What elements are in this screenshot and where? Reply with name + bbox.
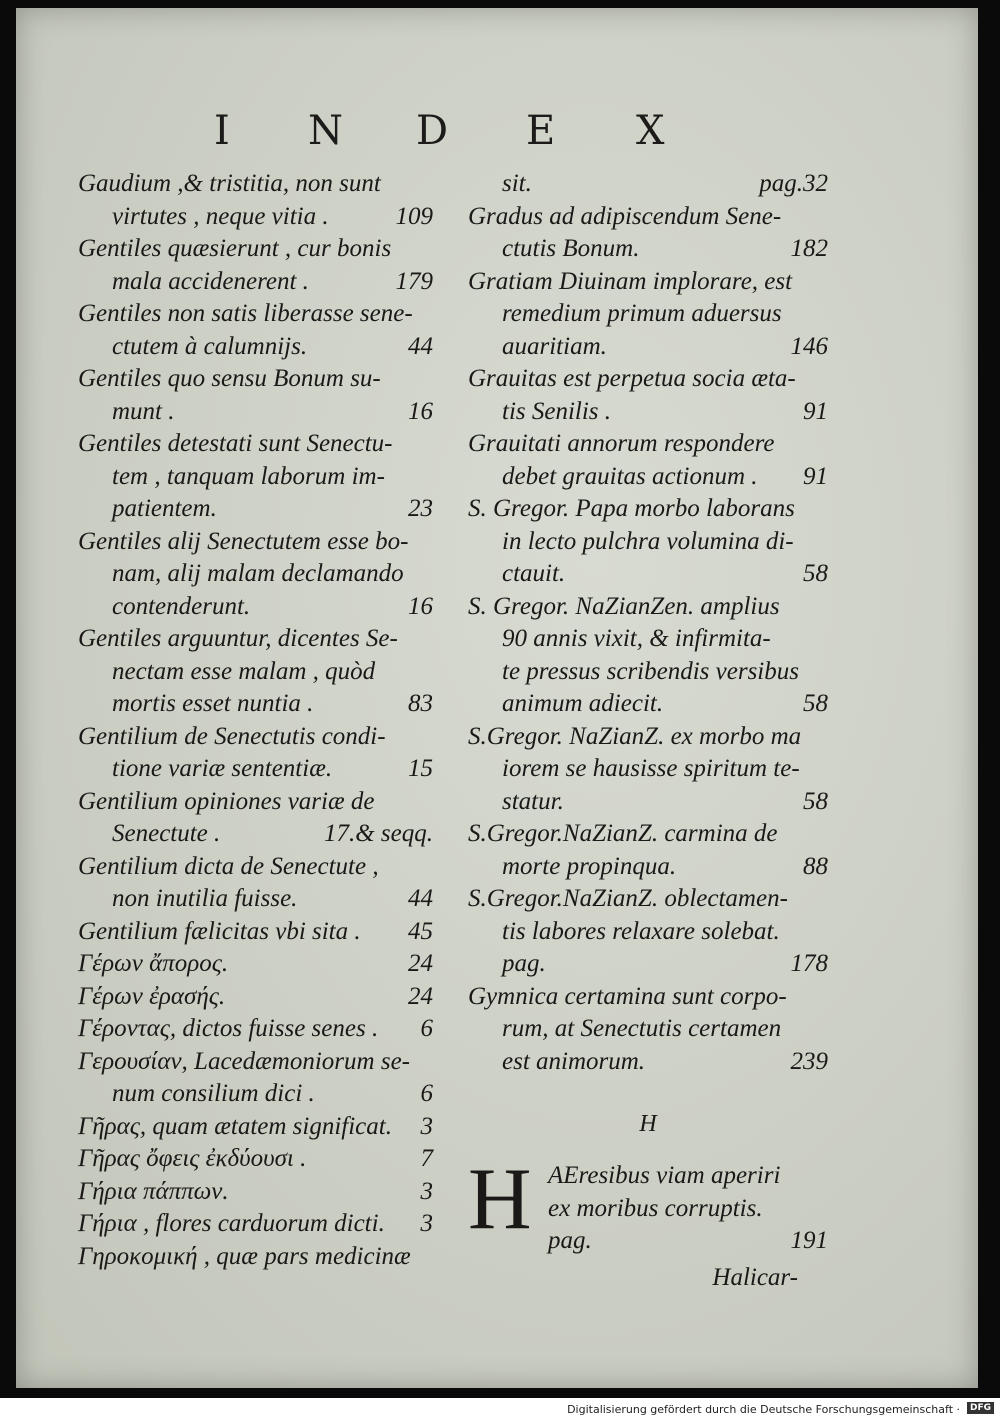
entry-text: non inutilia fuisse. (112, 885, 298, 912)
entry-text: est animorum. (502, 1047, 646, 1075)
page-number: 44 (408, 885, 433, 912)
entry-text: tione variæ sententiæ. (112, 755, 333, 782)
entry-text: tem , tanquam laborum im- (112, 462, 385, 490)
page-number: 6 (420, 1015, 433, 1042)
index-entry-line (78, 916, 433, 949)
dropcap-line (468, 1160, 828, 1193)
entry-text: Γῆρας ὄφεις ἐκδύουσι . (78, 1145, 307, 1172)
index-right-column (468, 168, 828, 1298)
entry-text: tis Senilis . (502, 397, 612, 425)
entry-text: remedium primum aduersus (502, 300, 782, 327)
index-entry-line (78, 948, 433, 981)
entry-text: contenderunt. (112, 592, 251, 620)
entry-text: Gentiles arguuntur, dicentes Se- (78, 625, 398, 652)
digitization-footer (0, 1398, 1000, 1421)
entry-text: S.Gregor.NaZianZ. carmina de (468, 820, 778, 847)
page-number: 6 (420, 1080, 433, 1107)
entry-text: iorem se hausisse spiritum te- (502, 755, 800, 782)
index-entry-line (78, 1111, 433, 1144)
entry-text: Gaudium ,& tristitia, non sunt (78, 170, 381, 197)
index-entry-line (78, 721, 433, 754)
entry-text: Gentiles non satis liberasse sene- (78, 300, 413, 327)
index-entry-line (468, 428, 828, 461)
page-number: 91 (803, 462, 828, 490)
entry-text: AEresibus viam aperiri (548, 1162, 781, 1189)
index-entry-line (78, 981, 433, 1014)
entry-text: Gentiles quæsierunt , cur bonis (78, 235, 392, 262)
dropcap-line (468, 1193, 828, 1226)
index-entry-line (468, 623, 828, 656)
entry-text: Gentiles quo sensu Bonum su- (78, 365, 381, 392)
index-entry-line (78, 623, 433, 656)
index-entry-line (468, 363, 828, 396)
index-entry-line (468, 461, 828, 494)
index-entry-line (78, 1176, 433, 1209)
page-number: pag.32 (759, 170, 828, 197)
page-number: 88 (803, 852, 828, 880)
index-entry-line (78, 688, 433, 721)
page-number: 3 (420, 1112, 433, 1140)
index-entry-line (78, 1078, 433, 1111)
entry-text: Γήρια , flores carduorum dicti. (78, 1210, 385, 1237)
index-entry-line (468, 786, 828, 819)
section-h-entry (468, 1151, 828, 1258)
index-entry-line (78, 461, 433, 494)
index-entry-line (78, 591, 433, 624)
heading-letter: N (308, 108, 343, 154)
index-entry-line (468, 1046, 828, 1079)
entry-text: Gentilium opiniones variæ de (78, 787, 375, 815)
index-entry-line (78, 363, 433, 396)
index-entry-line (78, 1046, 433, 1079)
index-entry-line (468, 981, 828, 1014)
entry-text: ctauit. (502, 560, 566, 587)
index-entry-line (468, 591, 828, 624)
index-entry-line (468, 396, 828, 429)
entry-text: virtutes , neque vitia . (112, 202, 329, 230)
entry-text: ctutis Bonum. (502, 235, 640, 262)
entry-text: morte propinqua. (502, 852, 677, 880)
index-entry-line (468, 233, 828, 266)
footer-text: Digitalisierung gefördert durch die Deutsche Forschungsgemeinschaft · (567, 1403, 960, 1416)
index-entry-line (78, 1208, 433, 1241)
page-number: 15 (408, 755, 433, 782)
entry-text: tis labores relaxare solebat. (502, 917, 780, 945)
entry-text: Γέρων ἐρασής. (78, 982, 226, 1010)
entry-text: S.Gregor. NaZianZ. ex morbo ma (468, 722, 802, 750)
page-number: 83 (408, 690, 433, 717)
index-entry-line (78, 493, 433, 526)
page-number: 3 (420, 1177, 433, 1205)
entry-text: num consilium dici . (112, 1080, 315, 1107)
index-entry-line (468, 851, 828, 884)
entry-text: pag. (502, 950, 546, 977)
entry-text: Gentilium fælicitas vbi sita . (78, 917, 361, 945)
index-entry-line (78, 201, 433, 234)
entry-text: te pressus scribendis versibus (502, 657, 799, 685)
index-entry-line (468, 168, 828, 201)
heading-letter: D (416, 108, 449, 154)
entry-text: sit. (502, 170, 532, 197)
index-entry-line (78, 883, 433, 916)
page-number: 179 (395, 267, 433, 295)
heading-letter: I (214, 108, 230, 154)
index-entry-line (468, 656, 828, 689)
entry-text: 90 annis vixit, & infirmita- (502, 625, 771, 652)
page-number: 7 (420, 1145, 433, 1172)
entry-text: mala accidenerent . (112, 267, 309, 295)
index-entry-line (468, 201, 828, 234)
entry-text: Gradus ad adipiscendum Sene- (468, 202, 782, 230)
index-entry-line (78, 753, 433, 786)
entry-text: munt . (112, 397, 175, 425)
page-number: 16 (408, 592, 433, 620)
index-entry-line (468, 688, 828, 721)
entry-text: statur. (502, 787, 564, 815)
entry-text: Grauitati annorum respondere (468, 430, 775, 457)
index-entry-line (78, 396, 433, 429)
heading-letter: E (526, 108, 556, 154)
page-number: 23 (408, 495, 433, 522)
book-page (16, 8, 978, 1388)
entry-text: nectam esse malam , quòd (112, 657, 376, 685)
index-entry-line (468, 818, 828, 851)
index-entry-line (468, 526, 828, 559)
entry-text: Gratiam Diuinam implorare, est (468, 267, 793, 295)
index-entry-line (78, 168, 433, 201)
heading-letter: X (636, 108, 665, 154)
entry-text: ex moribus corruptis. (548, 1194, 763, 1222)
index-entry-line (468, 1013, 828, 1046)
dropcap-line (468, 1225, 828, 1258)
entry-text: Γήρια πάππων. (78, 1177, 229, 1205)
page-number: 239 (790, 1047, 828, 1075)
index-entry-line (468, 721, 828, 754)
index-entry-line (78, 233, 433, 266)
index-entry-line (78, 818, 433, 851)
index-entry-line (468, 493, 828, 526)
index-entry-line (468, 331, 828, 364)
index-entry-line (468, 883, 828, 916)
index-entry-line (468, 266, 828, 299)
entry-text: S. Gregor. Papa morbo laborans (468, 495, 795, 522)
entry-text: S. Gregor. NaZianZen. amplius (468, 592, 780, 620)
entry-text: mortis esset nuntia . (112, 690, 314, 717)
index-entry-line (468, 948, 828, 981)
page-number: 17.& seqq. (323, 820, 433, 847)
index-entry-line (78, 1241, 433, 1274)
page-number: 58 (803, 560, 828, 587)
entry-text: Γῆρας, quam ætatem significat. (78, 1112, 392, 1140)
right-entries (468, 168, 828, 1078)
index-entry-line (78, 331, 433, 364)
entry-text: Γερουσίαν, Lacedæmoniorum se- (78, 1047, 410, 1075)
entry-text: rum, at Senectutis certamen (502, 1015, 782, 1042)
index-entry-line (78, 526, 433, 559)
entry-text: S.Gregor.NaZianZ. oblectamen- (468, 885, 788, 912)
page-number: 146 (790, 332, 828, 360)
index-entry-line (78, 656, 433, 689)
entry-text: Gentiles detestati sunt Senectu- (78, 430, 393, 457)
drop-cap: H (468, 1151, 532, 1248)
page-number: 24 (408, 950, 433, 977)
page-number: 109 (395, 202, 433, 230)
index-entry-line (78, 1013, 433, 1046)
entry-text: Gentiles alij Senectutem esse bo- (78, 527, 409, 555)
index-entry-line (78, 558, 433, 591)
page-number: 44 (408, 332, 433, 360)
page-number: 3 (420, 1210, 433, 1237)
index-entry-line (78, 298, 433, 331)
entry-text: Grauitas est perpetua socia æta- (468, 365, 796, 392)
entry-text: Gymnica certamina sunt corpo- (468, 982, 787, 1010)
entry-text: Gentilium dicta de Senectute , (78, 852, 379, 880)
page-number: 45 (408, 917, 433, 945)
entry-text: pag. (548, 1227, 592, 1254)
entry-text: in lecto pulchra volumina di- (502, 527, 794, 555)
entry-text: Γηροκομική , quæ pars medicinæ (78, 1242, 411, 1270)
entry-text: patientem. (112, 495, 217, 522)
entry-text: debet grauitas actionum . (502, 462, 758, 490)
dfg-logo: DFG (967, 1402, 994, 1414)
entry-text: auaritiam. (502, 332, 607, 360)
entry-text: Gentilium de Senectutis condi- (78, 722, 386, 750)
page-number: 16 (408, 397, 433, 425)
page-number: 24 (408, 982, 433, 1010)
entry-text: animum adiecit. (502, 690, 664, 717)
page-number: 182 (790, 235, 828, 262)
entry-text: Γέροντας, dictos fuisse senes . (78, 1015, 379, 1042)
index-entry-line (78, 851, 433, 884)
index-entry-line (78, 786, 433, 819)
index-entry-line (78, 428, 433, 461)
section-letter: H (639, 1111, 657, 1137)
page-number: 58 (803, 787, 828, 815)
index-entry-line (468, 916, 828, 949)
index-entry-line (468, 753, 828, 786)
page-number: 191 (790, 1227, 828, 1254)
index-entry-line (78, 1143, 433, 1176)
entry-text: Γέρων ἄπορος. (78, 950, 229, 977)
entry-text: ctutem à calumnijs. (112, 332, 308, 360)
page-number: 91 (803, 397, 828, 425)
entry-text: nam, alij malam declamando (112, 560, 404, 587)
catchword: Halicar- (712, 1263, 798, 1291)
page-number: 58 (803, 690, 828, 717)
index-entry-line (78, 266, 433, 299)
index-entry-line (468, 558, 828, 591)
index-entry-line (468, 298, 828, 331)
page-number: 178 (790, 950, 828, 977)
index-left-column (78, 168, 433, 1273)
entry-text: Senectute . (112, 820, 221, 847)
